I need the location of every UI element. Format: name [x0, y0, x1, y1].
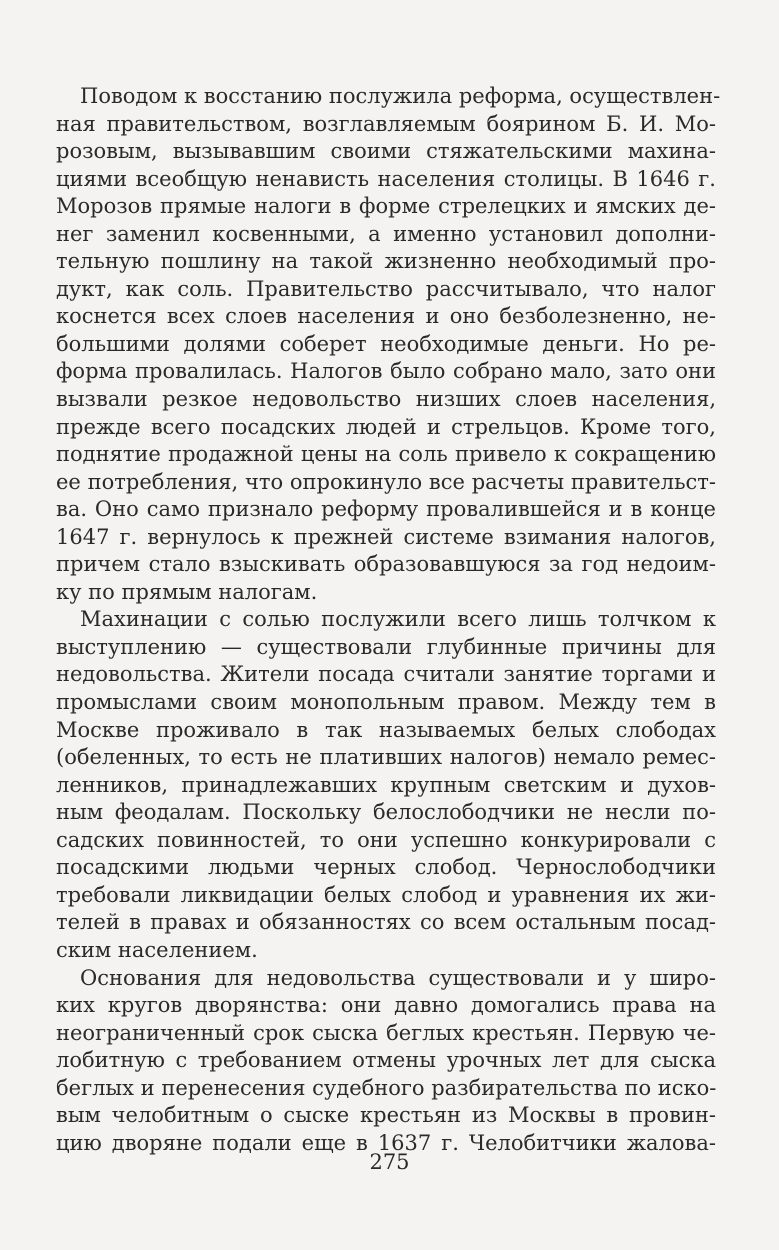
text-line: неограниченный срок сыска беглых крестьян. Первую че- [56, 1020, 716, 1045]
text-line: нег заменил косвенными, а именно установил дополни- [56, 221, 716, 246]
text-line: тельную пошлину на такой жизненно необходимый про- [56, 249, 716, 274]
text-line: ких кругов дворянства: они давно домогались права на [56, 993, 716, 1018]
text-line: промыслами своим монопольным правом. Между тем в [56, 690, 716, 715]
text-line: прежде всего посадских людей и стрельцов. Кроме того, [56, 414, 716, 439]
paragraph [56, 83, 721, 606]
text-line: ским населением. [56, 937, 258, 962]
text-line: вызвали резкое недовольство низших слоев населения, [56, 387, 716, 412]
text-line: цию дворяне подали еще в 1637 г. Челобитчики жалова- [56, 1130, 716, 1155]
text-line: Махинации с солью послужили всего лишь толчком к [80, 607, 716, 632]
text-line: циями всеобщую ненависть населения столицы. В 1646 г. [56, 166, 716, 191]
paragraph [56, 965, 716, 1158]
text-line: телей в правах и обязанностях со всем остальным посад- [56, 910, 716, 935]
text-line: дукт, как соль. Правительство рассчитывало, что налог [56, 276, 716, 301]
text-line: недовольства. Жители посада считали занятие торгами и [56, 662, 716, 687]
text-line: ее потребления, что опрокинуло все расчеты правительст- [56, 469, 716, 494]
text-line: беглых и перенесения судебного разбирательства по иско- [56, 1075, 717, 1100]
text-line: форма провалилась. Налогов было собрано мало, зато они [56, 359, 716, 384]
text-line: посадскими людьми черных слобод. Чернослободчики [56, 855, 716, 880]
text-line: Морозов прямые налоги в форме стрелецких и ямских де- [56, 194, 716, 219]
text-line: выступлению — существовали глубинные причины для [56, 634, 716, 659]
text-line: 1647 г. вернулось к прежней системе взимания налогов, [56, 524, 716, 549]
text-line: Основания для недовольства существовали и у широ- [80, 965, 716, 990]
text-line: (обеленных, то есть не плативших налогов) немало ремес- [56, 745, 716, 770]
text-line: ленников, принадлежавших крупным светским и духов- [56, 772, 716, 797]
text-line: ку по прямым налогам. [56, 579, 318, 604]
text-line: коснется всех слоев населения и оно безболезненно, не- [56, 304, 716, 329]
text-line: ным феодалам. Поскольку белослободчики не несли по- [56, 800, 716, 825]
body-text [56, 83, 721, 1157]
text-line: поднятие продажной цены на соль привело к сокращению [56, 442, 716, 467]
text-line: садских повинностей, то они успешно конкурировали с [56, 827, 716, 852]
text-line: лобитную с требованием отмены урочных лет для сыска [56, 1048, 716, 1073]
text-line: розовым, вызывавшим своими стяжательскими махина- [56, 139, 716, 164]
text-line: причем стало взыскивать образовавшуюся за год недоим- [56, 552, 716, 577]
page-number: 275 [369, 1150, 410, 1174]
text-line: Москве проживало в так называемых белых слободах [56, 717, 716, 742]
text-line: ва. Оно само признало реформу провалившейся и в конце [56, 497, 716, 522]
text-line: ная правительством, возглавляемым боярином Б. И. Мо- [56, 111, 716, 136]
paragraph [56, 606, 716, 964]
text-line: требовали ликвидации белых слобод и уравнения их жи- [56, 882, 716, 907]
text-line: Поводом к восстанию послужила реформа, осуществлен- [80, 84, 721, 108]
text-line: большими долями соберет необходимые деньги. Но ре- [56, 331, 716, 356]
text-line: вым челобитным о сыске крестьян из Москвы в провин- [56, 1103, 716, 1128]
